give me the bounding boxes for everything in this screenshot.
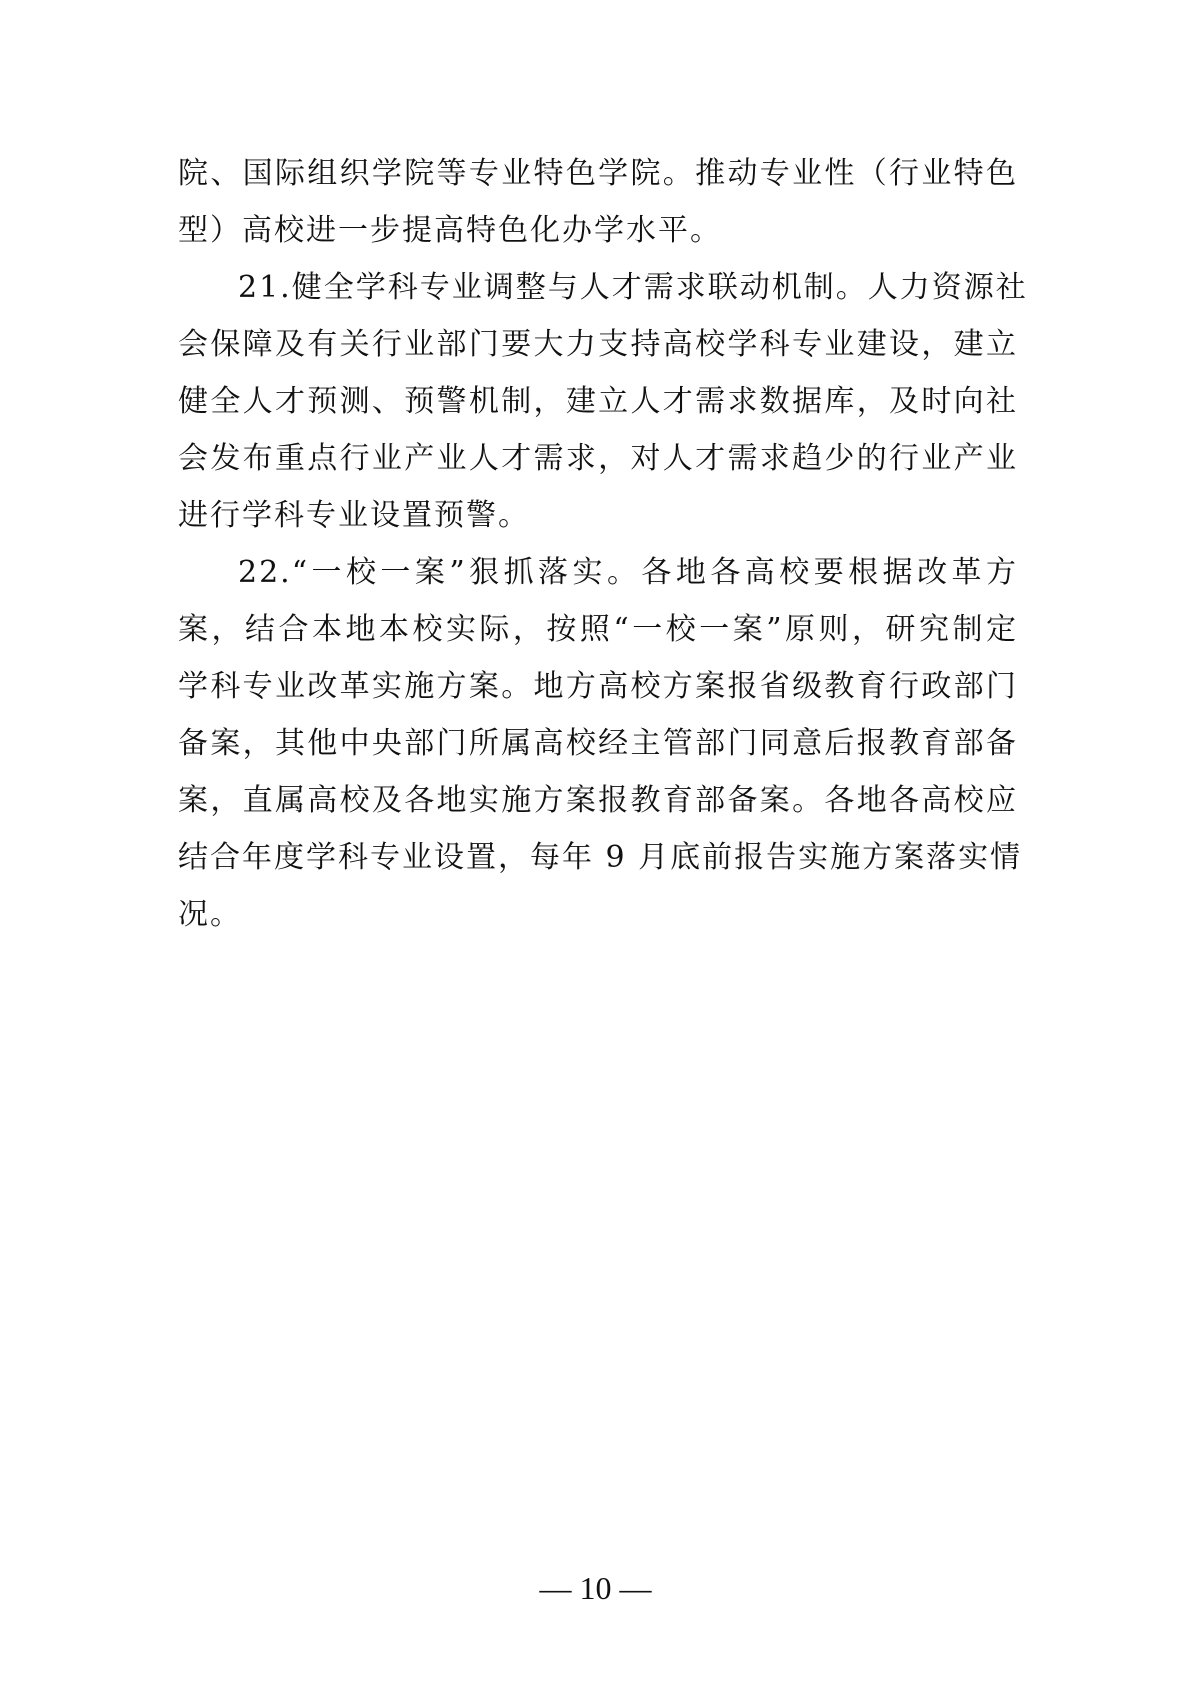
text-line: 21.健全学科专业调整与人才需求联动机制。人力资源社 [238,270,1028,305]
text-line: 学科专业改革实施方案。地方高校方案报省级教育行政部门 [178,669,1018,704]
document-body [178,145,1028,943]
paragraph-item-21 [178,259,1028,544]
text-line: 22.“一校一案”狠抓落实。各地各高校要根据改革方 [238,555,1018,590]
text-line: 院、国际组织学院等专业特色学院。推动专业性（行业特色 [178,156,1018,191]
text-line: 会发布重点行业产业人才需求，对人才需求趋少的行业产业 [178,441,1018,476]
text-line: 会保障及有关行业部门要大力支持高校学科专业建设，建立 [178,327,1018,362]
text-line: 进行学科专业设置预警。 [178,498,530,533]
text-line: 案，直属高校及各地实施方案报教育部备案。各地各高校应 [178,783,1018,818]
text-line: 况。 [178,897,242,932]
text-line: 结合年度学科专业设置，每年 9 月底前报告实施方案落实情 [178,840,1023,875]
text-line: 型）高校进一步提高特色化办学水平。 [178,213,722,248]
paragraph-continuation [178,145,1018,259]
text-line: 备案，其他中央部门所属高校经主管部门同意后报教育部备 [178,726,1018,761]
text-line: 案，结合本地本校实际，按照“一校一案”原则，研究制定 [178,612,1018,647]
paragraph-item-22 [178,544,1023,943]
page-number: — 10 — [539,1570,652,1606]
text-line: 健全人才预测、预警机制，建立人才需求数据库，及时向社 [178,384,1018,419]
